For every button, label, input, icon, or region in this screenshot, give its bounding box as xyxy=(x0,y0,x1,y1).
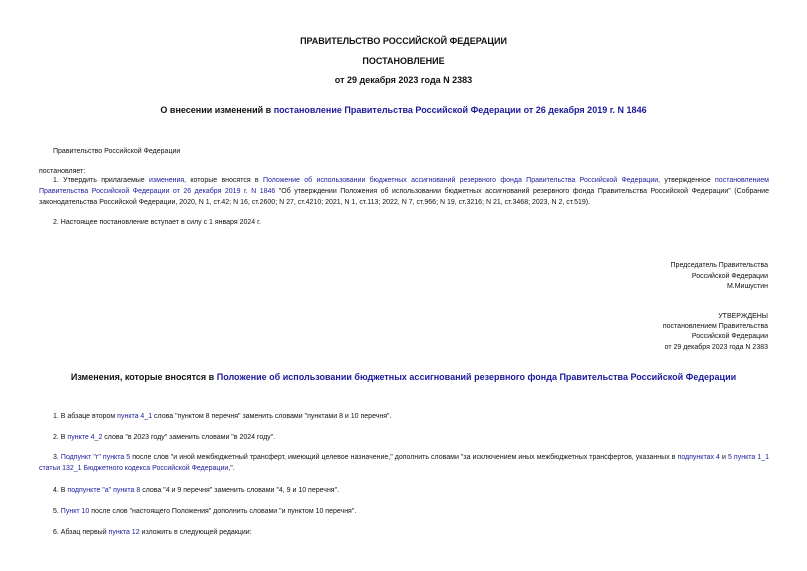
government-heading: ПРАВИТЕЛЬСТВО РОССИЙСКОЙ ФЕДЕРАЦИИ xyxy=(300,36,507,46)
item-6: 6. Абзац первый пункта 12 изложить в следующей редакции: xyxy=(53,529,252,536)
document-date-number: от 29 декабря 2023 года N 2383 xyxy=(334,75,473,85)
item-4-link-point[interactable]: пункта 8 xyxy=(113,487,141,494)
approved-line-1: УТВЕРЖДЕНЫ xyxy=(718,313,768,320)
item-5: 5. Пункт 10 после слов "настоящего Положения" дополнить словами "и пунктом 10 перечня". xyxy=(53,508,357,515)
item-3: 3. Подпункт "г" пункта 5 после слов "и иной межбюджетный трансферт, имеющий целевое назначение," дополнить словами "за исключением иных межбюджетных трансфертов, указанных в подпунктах 4 и 5 пункта 1_1 статьи 132_1 Бюджетного кодекса Российской Федерации,". xyxy=(39,454,769,472)
item-6-link[interactable]: пункта 12 xyxy=(108,529,140,536)
item-3-link-budget-code[interactable]: 1_1 статьи 132_1 Бюджетного кодекса Российской Федерации xyxy=(39,454,769,472)
preamble-org: Правительство Российской Федерации xyxy=(53,148,181,155)
regulation-link[interactable]: Положение об использовании бюджетных ассигнований резервного фонда Правительства Российской Федерации xyxy=(262,177,659,184)
preamble-decides: постановляет: xyxy=(39,168,86,175)
item-3-link-subclauses-4[interactable]: подпунктах 4 xyxy=(677,454,720,461)
item-2: 2. В пункте 4_2 слова "в 2023 году" заменить словами "в 2024 году". xyxy=(53,434,276,441)
changes-title-link[interactable]: Положение об использовании бюджетных ассигнований резервного фонда Правительства Российской Федерации xyxy=(216,372,737,382)
item-1: 1. В абзаце втором пункта 4_1 слова "пунктом 8 перечня" заменить словами "пунктами 8 и 10 перечня". xyxy=(53,413,392,420)
item-4-link-subclause[interactable]: подпункте "а" xyxy=(67,487,112,494)
document-title xyxy=(0,105,807,115)
document-type: ПОСТАНОВЛЕНИЕ xyxy=(362,56,445,66)
item-2-link[interactable]: пункте 4_2 xyxy=(67,434,103,441)
approved-line-4: от 29 декабря 2023 года N 2383 xyxy=(664,344,768,351)
item-5-link[interactable]: Пункт 10 xyxy=(60,508,90,515)
signature-name: М.Мишустин xyxy=(726,283,768,290)
title-link[interactable]: постановление Правительства Российской Федерации от 26 декабря 2019 г. N 1846 xyxy=(273,105,647,115)
approved-line-2: постановлением Правительства xyxy=(662,323,768,330)
item-1-link[interactable]: пункта 4_1 xyxy=(117,413,153,420)
decree-link-part2[interactable]: Правительства Российской Федерации от 26 декабря 2019 г. N 1846 xyxy=(39,188,276,195)
clause-2: 2. Настоящее постановление вступает в силу с 1 января 2024 г. xyxy=(53,219,261,226)
changes-link[interactable]: изменения xyxy=(149,177,185,184)
signature-title-1: Председатель Правительства xyxy=(670,262,768,269)
item-3-link-subclause[interactable]: Подпункт "г" пункта 5 xyxy=(60,454,131,461)
item-3-link-5[interactable]: 5 xyxy=(727,454,732,461)
signature-title-2: Российской Федерации xyxy=(691,273,768,280)
item-3-link-point[interactable]: пункта xyxy=(733,454,756,461)
title-prefix: О внесении изменений в xyxy=(160,105,274,115)
changes-title: Изменения, которые вносятся в Положение об использовании бюджетных ассигнований резервного фонда Правительства Российской Федерации xyxy=(70,372,737,382)
item-4: 4. В подпункте "а" пункта 8 слова "4 и 9 перечня" заменить словами "4, 9 и 10 перечня". xyxy=(53,487,340,494)
decree-link-part1[interactable]: постановлением xyxy=(715,177,769,184)
clause-1: 1. Утвердить прилагаемые изменения, которые вносятся в Положение об использовании бюджетных ассигнований резервного фонда Правительства Российской Федерации, утвержденное постановлением Правительства Российской Федерации от 26 декабря 2019 г. N 1846 "Об утверждении Положения об использовании бюджетных ассигнований резервного фонда Правительства Российской Федерации" (Собрание законодательства Российской Федерации, 2020, N 1, ст.42; N 16, ст.2600; N 27, ст.4210; 2021, N 1, ст.113; 2022, N 7, ст.966; N 19, ст.3216; N 21, ст.3468; 2023, N 2, ст.519). xyxy=(39,177,769,206)
approved-line-3: Российской Федерации xyxy=(691,333,768,340)
